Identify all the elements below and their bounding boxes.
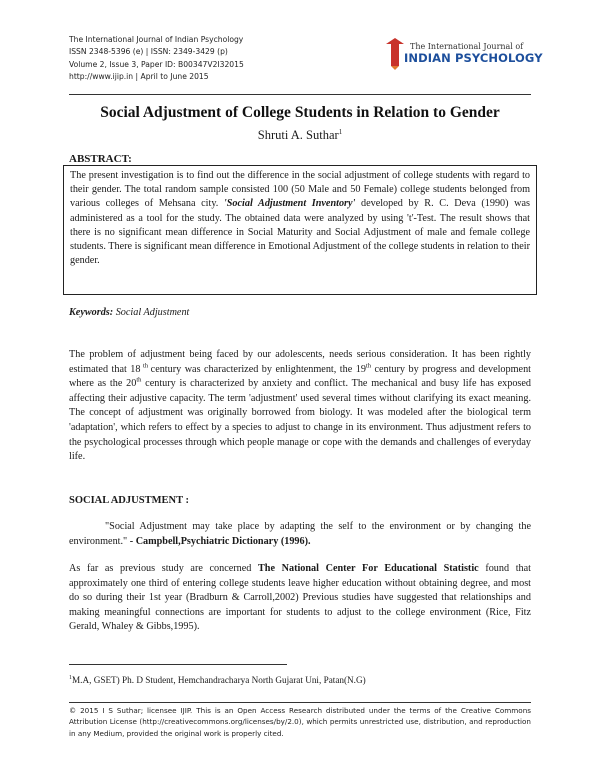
- footnote-divider: [69, 664, 287, 665]
- journal-header: [69, 34, 244, 83]
- keywords: [69, 307, 189, 318]
- quote-text: "Social Adjustment may take place by adapting the self to the environment or by changing the environment.": [69, 521, 531, 547]
- footnote-mark: 1: [69, 675, 72, 681]
- quote-source: - Campbell,Psychiatric Dictionary (1996).: [129, 535, 311, 547]
- previous-studies-paragraph: [69, 562, 531, 635]
- logo-big-text: INDIAN PSYCHOLOGY: [404, 51, 543, 65]
- paper-author: [0, 128, 600, 143]
- intro-sup-3: th: [136, 376, 142, 384]
- footnote-text: M.A, GSET) Ph. D Student, Hemchandracharya North Gujarat Uni, Patan(N.G): [72, 675, 366, 686]
- abstract-heading: ABSTRACT:: [69, 153, 132, 165]
- intro-sup-1: th: [140, 362, 151, 370]
- journal-date: April to June 2015: [140, 71, 209, 81]
- journal-logo: [382, 34, 542, 74]
- section-heading-social-adjustment: SOCIAL ADJUSTMENT :: [69, 495, 190, 506]
- intro-sup-2: th: [365, 362, 371, 370]
- paper-title: Social Adjustment of College Students in Relation to Gender: [100, 104, 500, 121]
- intro-paragraph: [69, 348, 531, 465]
- journal-name: The International Journal of Indian Psychology: [69, 35, 244, 44]
- keywords-value: Social Adjustment: [113, 307, 190, 318]
- studies-org-name: The National Center For Educational Statistic: [258, 563, 479, 574]
- abstract-part-1: The present investigation is to find out the difference in the social adjustment of college students with regard to their gender. The total random sample consisted 100 (50 Male and 50 Female) college students belonged from various colleges of Mehsana city.: [70, 170, 530, 210]
- keywords-label: Keywords:: [69, 307, 114, 318]
- abstract-part-2: developed by R. C. Deva (1990) was administered as a tool for the study. The obtained data were analyzed by using 't'-Test. The result shows that there is no significant mean difference in Social Maturity and Social Adjustment of male and female college students. There is significant mean difference in Emotional Adjustment of the college students in relation to their gender.: [70, 198, 530, 267]
- studies-text-a: As far as previous study are concerned: [69, 563, 258, 574]
- header-divider: [69, 94, 531, 95]
- studies-text-b: found that approximately one third of entering college students leave higher education without obtaining degree, and most do so during their 1st year (Bradburn & Carroll,2002) Previous studies have suggested that relationships and making meaningful connections are important for students to adjust to the college environment (Rice, Fitz Gerald, Whaley & Gibbs,1995).: [69, 563, 531, 633]
- footnote: [69, 675, 366, 685]
- author-name: Shruti A. Suthar: [257, 128, 339, 143]
- logo-small-text: The International Journal of: [410, 42, 524, 51]
- intro-text-a: The problem of adjustment being faced by our adolescents, needs serious consideration. It has been rightly estimated that 18: [69, 349, 531, 375]
- journal-issn: ISSN 2348-5396 (e) | ISSN: 2349-3429 (p): [69, 47, 228, 57]
- abstract-text: [70, 169, 530, 268]
- footer-divider: [69, 702, 531, 703]
- abstract-tool-name: 'Social Adjustment Inventory': [223, 198, 356, 210]
- intro-text-c: century by progress and development where as the 20: [69, 363, 531, 390]
- journal-url[interactable]: http://www.ijip.in: [69, 71, 134, 81]
- header-separator: |: [135, 71, 139, 81]
- author-footnote-mark: 1: [338, 128, 343, 136]
- intro-text-b: century was characterized by enlightenment, the 19: [150, 363, 366, 375]
- definition-quote: [69, 520, 531, 549]
- license-notice: © 2015 I S Suthar; licensee IJIP. This is an Open Access Research distributed under the terms of the Creative Commons Attribution License (http://creativecommons.org/licenses/by/2.0), which permits unrestricted use, distribution, and reproduction in any Medium, provided the original work is properly cited.: [69, 706, 531, 738]
- intro-text-d: century is characterized by anxiety and conflict. The mechanical and busy life has exposed affecting their adjustive capacity. The term 'adjustment' used several times without clarifying its exact meaning. The concept of adjustment was originally borrowed from biology. It was modeled after the biological term 'adaptation', which refers to effect by a species to adjust to change in its environment. Thus adjustment refers to the psychological processes through which people manage or cope with the demands and challenges of everyday life.: [69, 378, 531, 463]
- journal-volume: Volume 2, Issue 3, Paper ID: B00347V2I32015: [69, 59, 244, 69]
